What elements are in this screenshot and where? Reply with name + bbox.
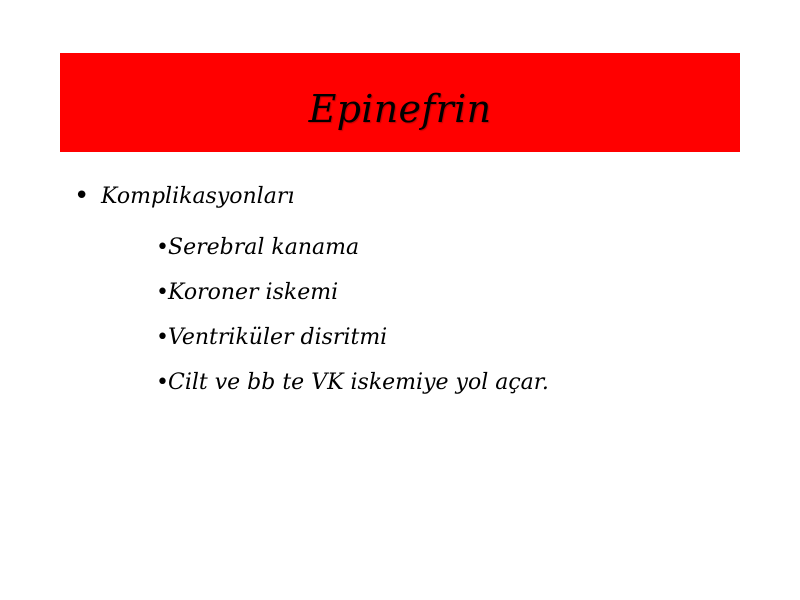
sub-bullet-item — [156, 229, 549, 274]
sub-bullet-item — [156, 274, 549, 319]
sub-bullet-item — [156, 319, 549, 364]
bullet-icon: • — [156, 279, 169, 305]
slide-title: Epinefrin — [308, 86, 492, 131]
bullet-icon: • — [74, 181, 90, 211]
sub-bullet-text: Serebral kanama — [168, 235, 360, 260]
sub-bullet-list — [156, 229, 549, 409]
sub-bullet-text: Koroner iskemi — [168, 280, 339, 305]
bullet-icon: • — [156, 324, 169, 350]
bullet-item-main — [74, 183, 294, 209]
title-bar — [60, 53, 740, 152]
bullet-icon: • — [156, 234, 169, 260]
sub-bullet-text: Cilt ve bb te VK iskemiye yol açar. — [168, 370, 549, 395]
sub-bullet-item — [156, 364, 549, 409]
bullet-text-main: Komplikasyonları — [101, 183, 295, 209]
sub-bullet-text: Ventriküler disritmi — [168, 325, 388, 350]
bullet-icon: • — [156, 369, 169, 395]
